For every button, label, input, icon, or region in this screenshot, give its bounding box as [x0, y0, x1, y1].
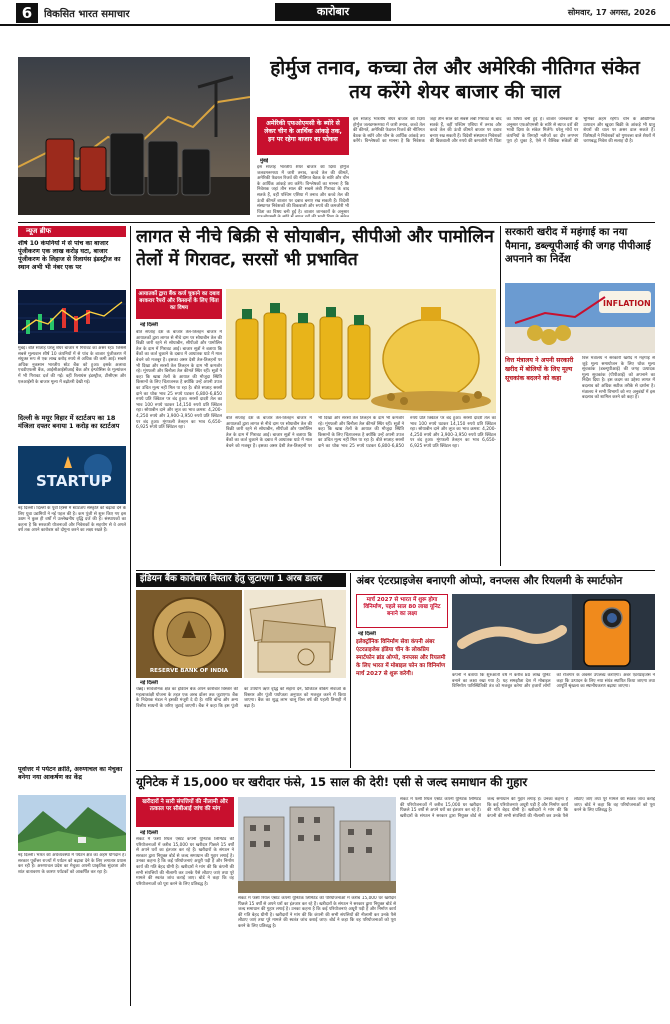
divider	[136, 770, 655, 771]
brief1-title: शीर्ष 10 कंपनियों में से पांच का बाजार पूंजीकरण एक लाख करोड़ घटा, बाजार पूंजीकरण के लिहाज से रिलायंस इंडस्ट्रीज का स्थान अभी भी नंबर एक पर	[18, 240, 121, 271]
story3-headline: सरकारी खरीद में महंगाई का नया पैमाना, डब्ल्यूपीआई की जगह पीपीआई अपनाने का निर्देश	[505, 227, 651, 265]
story6-byline: नई दिल्ली	[140, 830, 158, 836]
column-rule	[350, 573, 351, 768]
divider	[136, 570, 655, 571]
rbi-seal-illustration	[136, 590, 242, 678]
rbi-seal-text: RESERVE BANK OF INDIA	[149, 668, 229, 674]
story5-photo	[452, 594, 655, 670]
column-rule	[500, 226, 501, 566]
divider	[18, 222, 655, 223]
story6-body-col1: संकट में फंसी रियल एस्टेट कंपनी यूनिटेक लिमिटेड की परियोजनाओं में करीब 15,000 घर खरीदार पिछले 15 वर्षों से अपने घरों का इंतजार कर रहे हैं। खरीदारों के संगठन ने सरकार द्वारा नियुक्त बोर्ड से जल्द समाधान की गुहार लगाई है। उनका कहना है कि कई परियोजनाएं अधूरी पड़ी हैं और निर्माण कार्य की गति बेहद धीमी है। खरीदारों ने मांग की कि कंपनी की सभी संपत्तियों की नीलामी कर उनके पैसे लौटाए जाएं तथा पूरे मामले की स्वतंत्र जांच कराई जाए। बोर्ड ने कहा कि वह परियोजनाओं को पूरा करने के लिए प्रतिबद्ध है।	[136, 837, 234, 887]
story1-headline: होर्मुज तनाव, कच्चा तेल और अमेरिकी नीतिगत संकेत तय करेंगे शेयर बाजार की चाल	[270, 57, 640, 103]
brief2-title: दिल्ली के मयूर विहार में स्टार्टअप का 18 मंजिला दफ्तर बनाया 1 करोड़ का स्टार्टअप	[18, 414, 120, 430]
story6-body-col2: संकट में फंसी रियल एस्टेट कंपनी यूनिटेक लिमिटेड की परियोजनाओं में करीब 15,000 घर खरीदार पिछले 15 वर्षों से अपने घरों का इंतजार कर रहे हैं। खरीदारों के संगठन ने सरकार द्वारा नियुक्त बोर्ड से जल्द समाधान की गुहार लगाई है। उनका कहना है कि कई परियोजनाएं अधूरी पड़ी हैं और निर्माण कार्य की गति बेहद धीमी है। खरीदारों ने मांग की कि कंपनी की सभी संपत्तियों की नीलामी कर उनके पैसे लौटाए जाएं तथा पूरे मामले की स्वतंत्र जांच कराई जाए। बोर्ड ने कहा कि वह परियोजनाओं को पूरा करने के लिए प्रतिबद्ध है।	[238, 896, 396, 929]
story2-body-col1: बीते सप्ताह देश के बाजार तेल-तिलहन बाजार में आयातकों द्वारा लागत से नीचे दाम पर सोयाबीन तेल की बिक्री जारी रहने से सोयाबीन, सीपीओ और पामोलिन तेल के दाम में गिरावट आई। बाजार सूत्रों ने बताया कि बैंकों का कर्ज चुकाने के दबाव में आयातक घाटे में माल बेचने को मजबूर हैं। इसका असर देशी तेल-तिलहनों पर भी दिखा और सरसों तेल तिलहन के दाम भी कमजोर रहे। मूंगफली और बिनौला तेल कीमतें स्थिर रहीं। सूत्रों ने कहा कि खाद्य तेलों के आयात की मौजूदा स्थिति किसानों के लिए चिंताजनक है क्योंकि उन्हें अपनी उपज का उचित मूल्य नहीं मिल पा रहा है। बीते सप्ताह सरसों दाने का थोक भाव 25 रुपये घटकर 6,800-6,850 रुपये प्रति क्विंटल पर बंद हुआ। सरसों दादरी तेल का भाव 100 रुपये घटकर 14,150 रुपये प्रति क्विंटल रहा। सोयाबीन दाने और लूज का भाव क्रमश: 4,200-4,250 रुपये और 3,900-3,950 रुपये प्रति क्विंटल पर बंद हुआ। मूंगफली तेलहन का भाव 6,650-6,925 रुपये प्रति क्विंटल रहा।	[136, 330, 222, 431]
story5-byline: नई दिल्ली	[358, 631, 376, 637]
section-title: कारोबार	[275, 3, 391, 21]
story5-callout: मार्च 2027 से भारत में शुरू होगा विनिर्माण, पहले साल 80 लाख यूनिट बनाने का लक्ष्य	[356, 594, 448, 628]
story1-body-cols: इस सप्ताह भारतीय शेयर बाजार की दिशा होर्मुज जलडमरूमध्य में जारी तनाव, कच्चे तेल की कीमतें, अमेरिकी फेडरल रिजर्व की नीतिगत बैठक के ब्योरे और चीन के आर्थिक आंकड़े तय करेंगे। विश्लेषकों का मानना है कि निवेशक जहां तीन साल की सबसे लंबी गिरावट के बाद सतर्क हैं, वहीं पश्चिम एशिया में तनाव और कच्चे तेल की ऊंची कीमतें बाजार पर दबाव बनाए रख सकती हैं। विदेशी संस्थागत निवेशकों की बिकवाली और रुपये की कमजोरी भी चिंता का विषय बनी हुई है। बाजार जानकारों के अनुसार एफओएमसी के ब्योरे से ब्याज दरों की भावी दिशा के संकेत मिलेंगे। घरेलू मोर्चे पर कंपनियों के तिमाही नतीजों का दौर लगभग पूरा हो चुका है, ऐसे में वैश्विक संकेतों की भूमिका अहम रहेगी। चीन के औद्योगिक उत्पादन और खुदरा बिक्री के आंकड़े भी धातु शेयरों की चाल पर असर डाल सकते हैं। विशेषज्ञों ने निवेशकों को गुणवत्ता वाले शेयरों में चरणबद्ध निवेश की सलाह दी है।	[353, 117, 655, 145]
brief2-body: नई दिल्ली। दिल्ली के पूर्वी हिस्से में स्टार्टअप संस्कृति को बढ़ावा देने के लिए युवा उद्यमियों ने नई पहल की है। कम पूंजी से शुरू किए गए इस उद्यम ने कुछ ही वर्षों में उल्लेखनीय वृद्धि दर्ज की है। संस्थापकों का कहना है कि सरकारी योजनाओं और निवेशकों के सहयोग से वे अगले वर्ष तक अपने कारोबार को दोगुना करने का लक्ष्य रखते हैं।	[18, 506, 126, 534]
rupee-notes-illustration	[244, 590, 346, 678]
cooking-oil-bottles-illustration	[226, 289, 496, 413]
story5-lead: इलेक्ट्रॉनिक विनिर्माण सेवा कंपनी अंबर एंटरप्राइजेस इंडिया चीन के लोकप्रिय स्मार्टफोन ब्रांड ओप्पो, वनप्लस और रियलमी के लिए भारत में मोबाइल फोन का विनिर्माण मार्च 2027 से शुरू करेगी।	[356, 639, 446, 677]
column-rule	[130, 226, 131, 1006]
inflation-label: INFLATION	[603, 299, 651, 308]
story6-headline: यूनिटेक में 15,000 घर खरीदार फंसे, 15 साल की देरी! एसी से जल्द समाधान की गुहार	[136, 775, 528, 789]
stock-graph-illustration	[18, 290, 126, 344]
currency-photo	[244, 590, 346, 678]
startup-illustration	[18, 446, 126, 504]
story4-body: चेन्नई। सार्वजनिक क्षेत्र का इंडियन बैंक अपने कारोबार विस्तार की महत्वाकांक्षी योजना के तहत एक अरब डॉलर तक जुटाएगा। बैंक के निदेशक मंडल ने इसकी मंजूरी दे दी है। राशि बॉन्ड और अन्य वित्तीय साधनों के जरिए जुटाई जाएगी। बैंक ने कहा कि इस पूंजी का उपयोग ऋण वृद्धि को सहारा देने, डिजिटल बैंकिंग सेवाओं के विस्तार और पूंजी पर्याप्तता अनुपात को मजबूत करने में किया जाएगा। बैंक का शुद्ध लाभ चालू वित्त वर्ष की पहली तिमाही में बढ़ा है।	[136, 687, 346, 709]
story3-callout: वित्त मंत्रालय ने अपनी सरकारी खरीद में बोलियों के लिए मूल्य सूचकांक बदलने को कहा	[505, 357, 574, 382]
brief3-title: पूर्वोत्तर में पर्यटन क्रांति, अरुणाचल का मेचुका बनेगा नया आकर्षण का केंद्र	[18, 766, 123, 781]
story1-callout: अमेरिकी एफओएमसी के ब्योरे से लेकर चीन के आर्थिक आंकड़े तक, इन पर रहेगा बाजार का फोकस	[257, 117, 349, 155]
story6-photo	[238, 797, 396, 893]
issue-date: सोमवार, 17 अगस्त, 2026	[567, 8, 656, 17]
newspaper-name: विकसित भारत समाचार	[44, 9, 130, 20]
stock-chart-photo	[18, 290, 126, 344]
inflation-illustration	[505, 283, 655, 353]
story2-callout: आयातकों द्वारा बैंक कर्ज चुकाने का दबाव बरकरार रैपरों और किसानों के लिए चिंता का विषय	[136, 289, 222, 319]
story6-callout: खरीदारों ने सारी संपत्तियों की नीलामी और तत्काल पर सीबीआई जांच की मांग	[136, 797, 234, 827]
story2-byline: नई दिल्ली	[140, 322, 158, 328]
brief3-body: नई दिल्ली। भारत की अर्थव्यवस्था में पर्यटन क्षेत्र का अहम योगदान है। सरकार पूर्वोत्तर राज्यों में पर्यटन को बढ़ावा देने के लिए लगातार प्रयास कर रही है। अरुणाचल प्रदेश का मेचुका अपनी प्राकृतिक सुंदरता और शांत वातावरण के कारण पर्यटकों को आकर्षित कर रहा है।	[18, 853, 126, 875]
page-number: 6	[16, 3, 38, 23]
story2-headline: लागत से नीचे बिक्री से सोयाबीन, सीपीओ और पामोलिन तेलों में गिरावट, सरसों भी प्रभावित	[136, 227, 494, 270]
story5-headline: अंबर एंटरप्राइजेस बनाएगी ओप्पो, वनप्लस और रियलमी के स्मार्टफोन	[356, 575, 623, 587]
news-brief-label: न्यूज ब्रीफ	[18, 226, 126, 237]
svg-text:STARTUP: STARTUP	[36, 472, 112, 490]
story1-body-col1: इस सप्ताह भारतीय शेयर बाजार की दिशा होर्मुज जलडमरूमध्य में जारी तनाव, कच्चे तेल की कीमतें, अमेरिकी फेडरल रिजर्व की नीतिगत बैठक के ब्योरे और चीन के आर्थिक आंकड़े तय करेंगे। विश्लेषकों का मानना है कि निवेशक जहां तीन साल की सबसे लंबी गिरावट के बाद सतर्क हैं, वहीं पश्चिम एशिया में तनाव और कच्चे तेल की ऊंची कीमतें बाजार पर दबाव बनाए रख सकती हैं। विदेशी संस्थागत निवेशकों की बिकवाली और रुपये की कमजोरी भी चिंता का विषय बनी हुई है। बाजार जानकारों के अनुसार	[257, 165, 349, 215]
story2-body-cols: बीते सप्ताह देश के बाजार तेल-तिलहन बाजार में आयातकों द्वारा लागत से नीचे दाम पर सोयाबीन तेल की बिक्री जारी रहने से सोयाबीन, सीपीओ और पामोलिन तेल के दाम में गिरावट आई। बाजार सूत्रों ने बताया कि बैंकों का कर्ज चुकाने के दबाव में आयातक घाटे में माल बेचने को मजबूर हैं। इसका असर देशी तेल-तिलहनों पर भी दिखा और सरसों तेल तिलहन के दाम भी कमजोर रहे। मूंगफली और बिनौला तेल कीमतें स्थिर रहीं। सूत्रों ने कहा कि खाद्य तेलों के आयात की मौजूदा स्थिति किसानों के लिए चिंताजनक है क्योंकि उन्हें अपनी उपज का उचित मूल्य नहीं मिल पा रहा है। बीते सप्ताह सरसों दाने का थोक भाव 25 रुपये घटकर 6,800-6,850 रुपये प्रति क्विंटल पर बंद हुआ। सरसों दादरी तेल का भाव 100 रुपये घटकर 14,150 रुपये प्रति क्विंटल रहा। सोयाबीन दाने और लूज का भाव क्रमश: 4,200-4,250 रुपये और 3,900-3,950 रुपये प्रति क्विंटल पर बंद हुआ। मूंगफली तेलहन का भाव 6,650-6,925 रुपये प्रति क्विंटल रहा।	[226, 416, 496, 449]
handshake-smartphone-illustration	[452, 594, 655, 670]
story3-body: वित्त मंत्रालय ने सरकारी खरीद में महंगाई से जुड़े मूल्य समायोजन के लिए थोक मूल्य सूचकांक (डब्ल्यूपीआई) की जगह उत्पादक मूल्य सूचकांक (पीपीआई) को अपनाने का निर्देश दिया है। इस कदम का उद्देश्य लागत में बदलाव को अधिक सटीक तरीके से दर्शाना है। मंत्रालय ने सभी विभागों को नए अनुबंधों में इस बदलाव को शामिल करने को कहा है।	[582, 356, 655, 401]
unfinished-buildings-illustration	[238, 797, 396, 893]
story1-byline: मुंबई	[260, 158, 269, 164]
story5-body: कंपनी ने बताया कि शुरुआती वर्ष में करीब 80 लाख यूनिट बनाने का लक्ष्य रखा गया है। यह समझौता देश में मोबाइल विनिर्माण पारिस्थितिकी तंत्र को मजबूत करेगा और हजारों लोगों को रोजगार के अवसर उपलब्ध कराएगा। अंबर एंटरप्राइजेस ने कहा कि उत्पादन के लिए नया संयंत्र स्थापित किया जाएगा तथा आपूर्ति श्रृंखला का स्थानीयकरण बढ़ाया जाएगा।	[452, 673, 655, 690]
story4-headline: इंडियन बैंक कारोबार विस्तार हेतु जुटाएगा 1 अरब डालर	[136, 573, 346, 587]
mountain-valley-illustration	[18, 795, 126, 851]
rbi-photo	[136, 590, 242, 678]
oil-barrels-illustration	[18, 57, 250, 215]
story4-byline: नई दिल्ली	[140, 680, 158, 686]
brief1-body: मुंबई। बीते सप्ताह घरेलू शेयर बाजार में गिरावट का असर रहा। जिससे सबसे मूल्यवान शीर्ष 10 कंपनियों में से पांच के बाजार पूंजीकरण में संयुक्त रूप से एक लाख करोड़ रुपये से अधिक की कमी आई। सबसे अधिक नुकसान भारतीय स्टेट बैंक को हुआ। इसके अलावा एचडीएफसी बैंक, आईसीआईसीआई बैंक और इन्फोसिस के मूल्यांकन में भी गिरावट दर्ज की गई। वहीं रिलायंस इंडस्ट्रीज, टीसीएस और एलआईसी के बाजार मूल्य में बढ़ोतरी देखी गई।	[18, 346, 126, 385]
tourism-photo	[18, 795, 126, 851]
startup-photo	[18, 446, 126, 504]
story2-photo	[226, 289, 496, 413]
story3-photo	[505, 283, 655, 353]
story1-photo	[18, 57, 250, 215]
story6-body-cols: संकट में फंसी रियल एस्टेट कंपनी यूनिटेक लिमिटेड की परियोजनाओं में करीब 15,000 घर खरीदार पिछले 15 वर्षों से अपने घरों का इंतजार कर रहे हैं। खरीदारों के संगठन ने सरकार द्वारा नियुक्त बोर्ड से जल्द समाधान की गुहार लगाई है। उनका कहना है कि कई परियोजनाएं अधूरी पड़ी हैं और निर्माण कार्य की गति बेहद धीमी है। खरीदारों ने मांग की कि कंपनी की सभी संपत्तियों की नीलामी कर उनके पैसे लौटाए जाएं तथा पूरे मामले की स्वतंत्र जांच कराई जाए। बोर्ड ने कहा कि वह परियोजनाओं को पूरा करने के लिए प्रतिबद्ध है।	[400, 797, 655, 819]
